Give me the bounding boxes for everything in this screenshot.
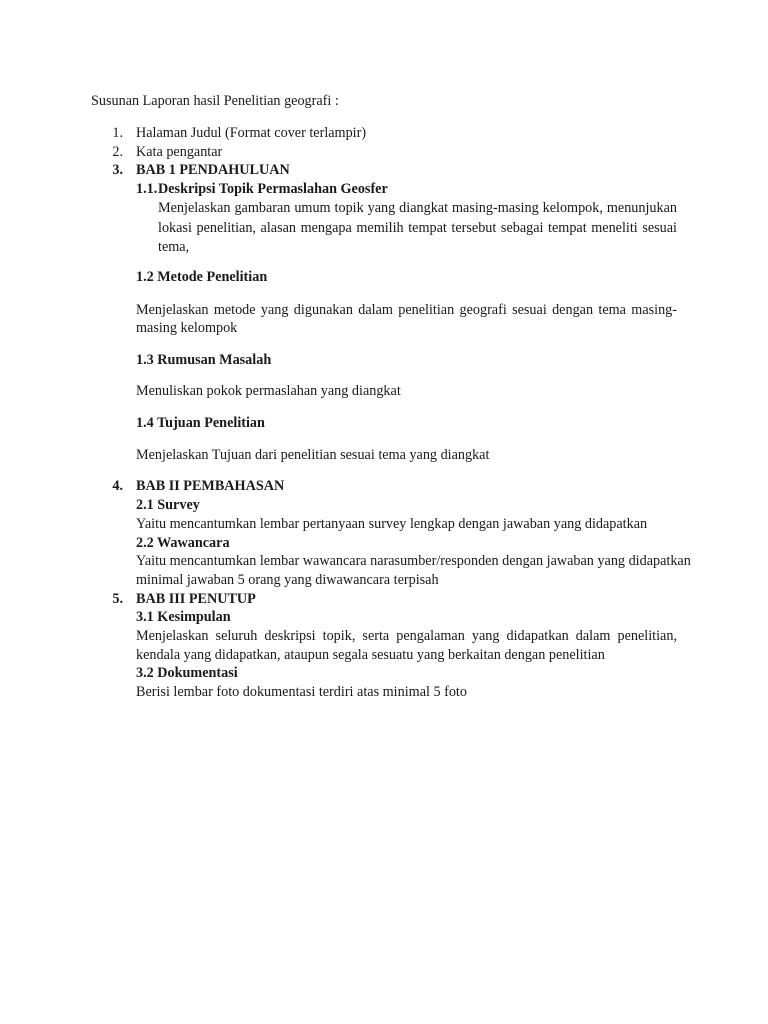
chapter-heading: BAB II PEMBAHASAN bbox=[136, 478, 285, 494]
paragraph-line: masing kelompok bbox=[136, 320, 238, 336]
subsection-number: 1.1. bbox=[136, 181, 158, 197]
subsection-heading: 1.2 Metode Penelitian bbox=[136, 269, 268, 285]
paragraph-line: minimal jawaban 5 orang yang diwawancara terpisah bbox=[136, 572, 439, 588]
document-title: Susunan Laporan hasil Penelitian geografi : bbox=[91, 93, 339, 109]
list-item-number: 1. bbox=[112, 125, 123, 141]
paragraph-line: tema, bbox=[158, 239, 190, 255]
paragraph-line: Menuliskan pokok permaslahan yang diangkat bbox=[136, 383, 401, 399]
list-item-number: 4. bbox=[112, 478, 123, 494]
paragraph-line: kendala yang didapatkan, ataupun segala sesuatu yang berkaitan dengan penelitian bbox=[136, 647, 605, 663]
subsection-heading: Deskripsi Topik Permaslahan Geosfer bbox=[158, 181, 388, 197]
paragraph-line: Menjelaskan metode yang digunakan dalam penelitian geografi sesuai dengan tema masing- bbox=[136, 302, 677, 318]
paragraph-line: lokasi penelitian, alasan mengapa memilih tempat tersebut sebagai tempat meneliti sesuai bbox=[158, 220, 677, 236]
list-item-number: 5. bbox=[112, 591, 123, 607]
subsection-heading: 3.2 Dokumentasi bbox=[136, 665, 238, 681]
subsection-heading: 1.3 Rumusan Masalah bbox=[136, 352, 272, 368]
list-item-text: Kata pengantar bbox=[136, 144, 223, 160]
paragraph-line: Menjelaskan seluruh deskripsi topik, serta pengalaman yang didapatkan dalam penelitian, bbox=[136, 628, 677, 644]
subsection-heading: 1.4 Tujuan Penelitian bbox=[136, 415, 265, 431]
subsection-heading: 2.1 Survey bbox=[136, 497, 200, 513]
list-item-number: 2. bbox=[112, 144, 123, 160]
list-item-text: Halaman Judul (Format cover terlampir) bbox=[136, 125, 367, 141]
paragraph-line: Berisi lembar foto dokumentasi terdiri atas minimal 5 foto bbox=[136, 684, 467, 700]
chapter-heading: BAB III PENUTUP bbox=[136, 591, 256, 607]
paragraph-line: Yaitu mencantumkan lembar pertanyaan survey lengkap dengan jawaban yang didapatkan bbox=[136, 516, 648, 532]
subsection-heading: 2.2 Wawancara bbox=[136, 535, 230, 551]
paragraph-line: Yaitu mencantumkan lembar wawancara narasumber/responden dengan jawaban yang didapatkan bbox=[136, 553, 691, 569]
list-item-number: 3. bbox=[112, 162, 123, 178]
paragraph-line: Menjelaskan Tujuan dari penelitian sesuai tema yang diangkat bbox=[136, 447, 490, 463]
chapter-heading: BAB 1 PENDAHULUAN bbox=[136, 162, 290, 178]
subsection-heading: 3.1 Kesimpulan bbox=[136, 609, 231, 625]
paragraph-line: Menjelaskan gambaran umum topik yang diangkat masing-masing kelompok, menunjukan bbox=[158, 200, 677, 216]
